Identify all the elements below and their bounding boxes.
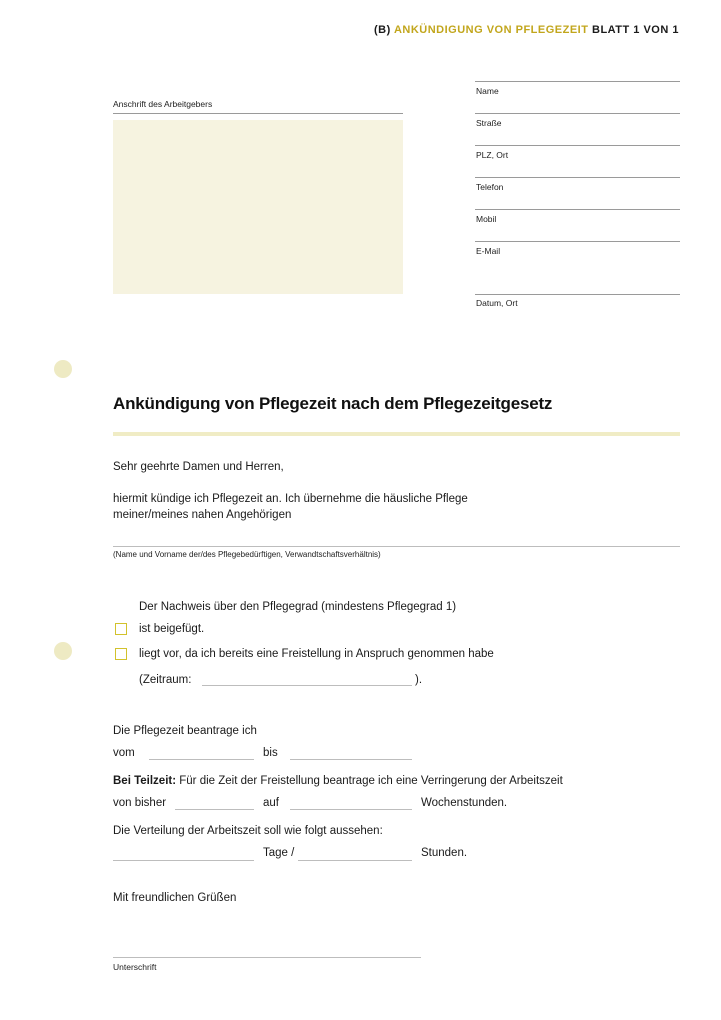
sender-plz-field[interactable] bbox=[475, 146, 680, 177]
parttime-bold-label: Bei Teilzeit: bbox=[113, 775, 177, 787]
request-intro: Die Pflegezeit beantrage ich bbox=[113, 725, 257, 737]
sender-date-label: Datum, Ort bbox=[476, 298, 518, 308]
sender-name-label: Name bbox=[476, 86, 499, 96]
parttime-text bbox=[113, 775, 563, 787]
relative-caption: (Name und Vorname der/des Pflegebedürftigen, Verwandtschaftsverhältnis) bbox=[113, 550, 381, 559]
new-hours-field[interactable] bbox=[290, 809, 412, 810]
closing: Mit freundlichen Grüßen bbox=[113, 892, 237, 904]
page-header bbox=[374, 24, 679, 36]
intro-line-2: meiner/meines nahen Angehörigen bbox=[113, 509, 292, 521]
sender-street-label: Straße bbox=[476, 118, 502, 128]
current-hours-label: von bisher bbox=[113, 797, 167, 809]
hours-label: Stunden. bbox=[421, 847, 468, 859]
intro-line-1: hiermit kündige ich Pflegezeit an. Ich übernehme die häusliche Pflege bbox=[113, 493, 468, 505]
hours-field[interactable] bbox=[298, 860, 412, 861]
checkbox-attached[interactable] bbox=[115, 623, 127, 635]
punch-hole-marker bbox=[54, 642, 72, 660]
sender-phone-label: Telefon bbox=[476, 182, 504, 192]
current-hours-field[interactable] bbox=[175, 809, 254, 810]
new-hours-label: auf bbox=[263, 797, 279, 809]
parttime-description: Für die Zeit der Freistellung beantrage ich eine Verringerung der Arbeitszeit bbox=[179, 775, 563, 787]
option-existing-label: liegt vor, da ich bereits eine Freistellung in Anspruch genommen habe bbox=[139, 648, 494, 660]
period-field[interactable] bbox=[202, 685, 412, 686]
sender-street-field[interactable] bbox=[475, 114, 680, 145]
relative-name-field[interactable] bbox=[113, 546, 680, 547]
sender-email-field[interactable] bbox=[475, 242, 680, 294]
to-label: bis bbox=[263, 747, 278, 759]
salutation: Sehr geehrte Damen und Herren, bbox=[113, 461, 284, 473]
from-label: vom bbox=[113, 747, 135, 759]
weekly-hours-unit: Wochenstunden. bbox=[421, 797, 508, 809]
sender-phone-field[interactable] bbox=[475, 178, 680, 209]
signature-label: Unterschrift bbox=[113, 962, 157, 972]
sender-mobile-field[interactable] bbox=[475, 210, 680, 241]
to-date-field[interactable] bbox=[290, 759, 412, 760]
employer-address-label: Anschrift des Arbeitgebers bbox=[113, 99, 213, 109]
header-title: ANKÜNDIGUNG VON PFLEGEZEIT bbox=[393, 24, 589, 36]
punch-hole-marker bbox=[54, 360, 72, 378]
sender-mobile-label: Mobil bbox=[476, 214, 497, 224]
title-rule bbox=[113, 432, 680, 436]
option-attached-label: ist beigefügt. bbox=[139, 623, 205, 635]
employer-address-field[interactable] bbox=[113, 120, 403, 294]
distribution-intro: Die Verteilung der Arbeitszeit soll wie folgt aussehen: bbox=[113, 825, 383, 837]
page-title: Ankündigung von Pflegezeit nach dem Pflegezeitgesetz bbox=[113, 394, 553, 413]
header-sheet: BLATT 1 VON 1 bbox=[592, 24, 679, 36]
signature-field[interactable] bbox=[113, 957, 421, 958]
divider bbox=[475, 294, 680, 295]
days-field[interactable] bbox=[113, 860, 254, 861]
employer-address-line bbox=[113, 113, 403, 114]
from-date-field[interactable] bbox=[149, 759, 254, 760]
period-label: (Zeitraum: bbox=[139, 674, 192, 686]
days-label: Tage / bbox=[263, 847, 295, 859]
header-prefix: (B) bbox=[374, 24, 391, 36]
period-end: ). bbox=[415, 674, 423, 686]
checkbox-existing[interactable] bbox=[115, 648, 127, 660]
proof-intro: Der Nachweis über den Pflegegrad (mindestens Pflegegrad 1) bbox=[139, 601, 457, 613]
sender-plz-label: PLZ, Ort bbox=[476, 150, 509, 160]
sender-name-field[interactable] bbox=[475, 82, 680, 113]
sender-email-label: E-Mail bbox=[476, 246, 501, 256]
